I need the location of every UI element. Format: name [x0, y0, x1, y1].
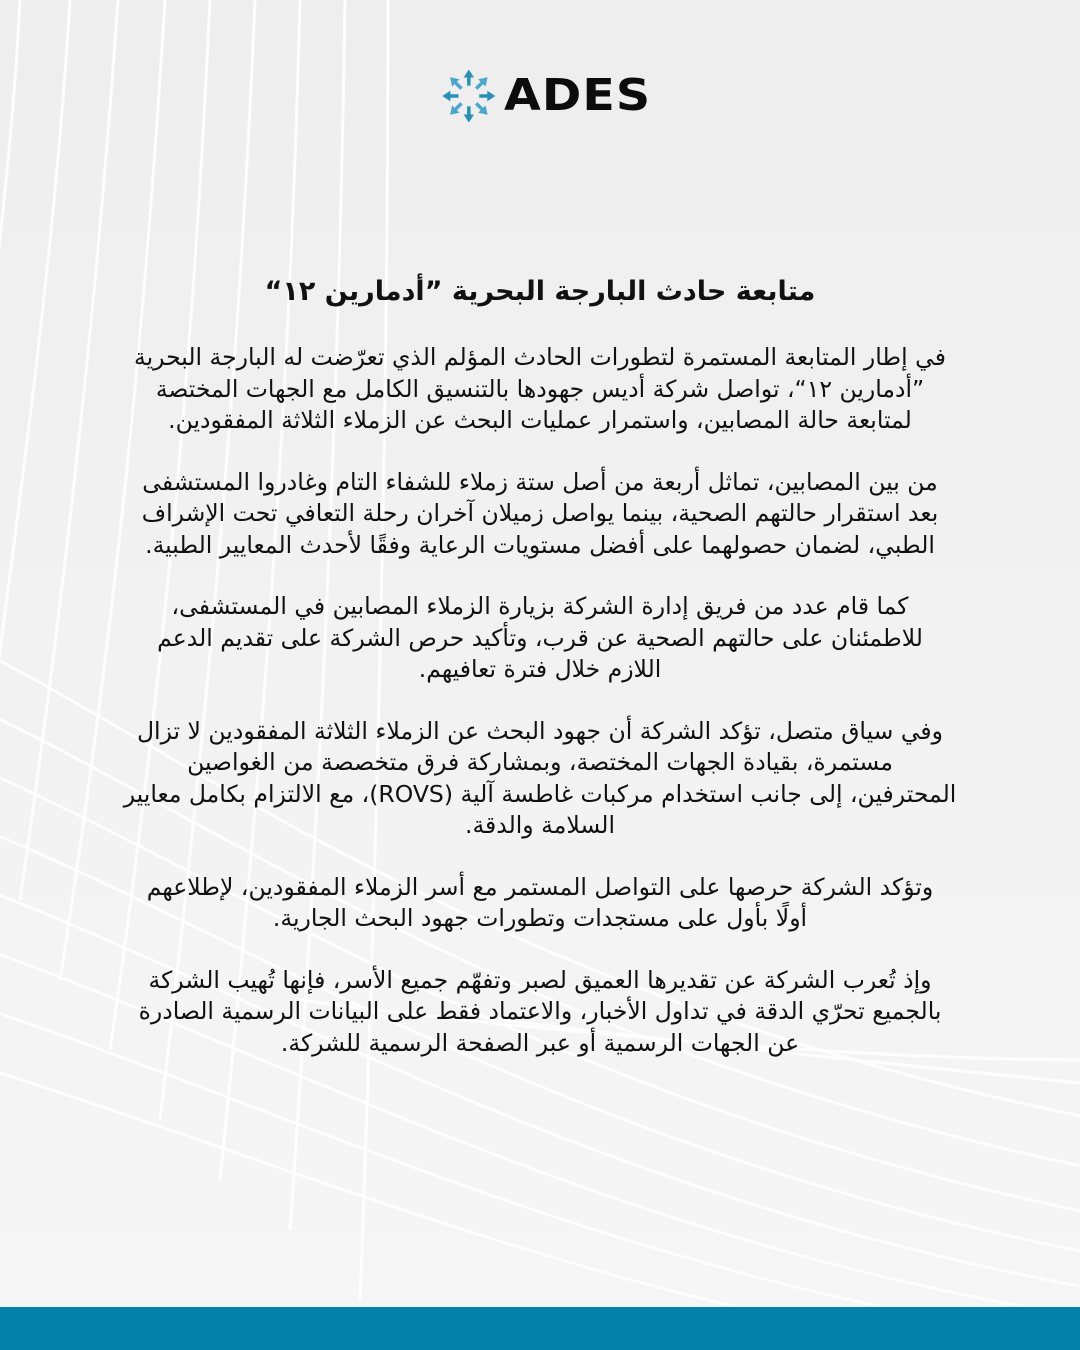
- paragraph-6: [60, 965, 1020, 1060]
- text-line: من بين المصابين، تماثل أربعة من أصل ستة زملاء للشفاء التام وغادروا المستشفى: [142, 467, 938, 496]
- text-line: ”أدمارين ١٢“، تواصل شركة أديس جهودها بالتنسيق الكامل مع الجهات المختصة: [155, 374, 925, 403]
- text-line: السلامة والدقة.: [464, 811, 615, 839]
- paragraph-4: [60, 716, 1020, 842]
- paragraph-1: [60, 342, 1020, 437]
- text-line: كما قام عدد من فريق إدارة الشركة بزيارة الزملاء المصابين في المستشفى،: [171, 592, 909, 620]
- paragraph-2: [60, 467, 1020, 562]
- text-line: وإذ تُعرب الشركة عن تقديرها العميق لصبر وتفهّم جميع الأسر، فإنها تُهيب الشركة: [148, 965, 932, 994]
- text-line: مستمرة، بقيادة الجهات المختصة، وبمشاركة فرق متخصصة من الغواصين: [187, 748, 893, 776]
- paragraph-3: [60, 591, 1020, 686]
- text-line: أولًا بأول على مستجدات وتطورات جهود البحث الجارية.: [272, 904, 808, 932]
- text-line: وفي سياق متصل، تؤكد الشركة أن جهود البحث عن الزملاء الثلاثة المفقودين لا تزال: [136, 716, 944, 745]
- brand-name: ADES: [503, 70, 651, 121]
- paragraph-5: [60, 872, 1020, 935]
- text-line: الطبي، لضمان حصولهما على أفضل مستويات الرعاية وفقًا لأحدث المعايير الطبية.: [145, 530, 935, 559]
- brand-logo: [440, 58, 651, 134]
- text-line: للاطمئنان على حالتهم الصحية عن قرب، وتأكيد حرص الشركة على تقديم الدعم: [157, 623, 923, 652]
- text-line: عن الجهات الرسمية أو عبر الصفحة الرسمية للشركة.: [280, 1028, 800, 1057]
- text-line: بعد استقرار حالتهم الصحية، بينما يواصل زميلان آخران رحلة التعافي تحت الإشراف: [141, 499, 939, 527]
- text-line: اللازم خلال فترة تعافيهم.: [418, 655, 662, 683]
- text-line: في إطار المتابعة المستمرة لتطورات الحادث المؤلم الذي تعرّضت له البارجة البحرية: [134, 343, 946, 371]
- text-line: المحترفين، إلى جانب استخدام مركبات غاطسة آلية (ROVS)، مع الالتزام بكامل معايير: [123, 779, 957, 808]
- text-line: وتؤكد الشركة حرصها على التواصل المستمر مع أسر الزملاء المفقودين، لإطلاعهم: [146, 872, 934, 901]
- document-title: متابعة حادث البارجة البحرية ”أدمارين ١٢“: [264, 276, 816, 307]
- press-release: [60, 272, 1020, 1089]
- ades-star-arrows-logo-icon: [440, 61, 498, 131]
- text-line: لمتابعة حالة المصابين، واستمرار عمليات البحث عن الزملاء الثلاثة المفقودين.: [168, 406, 912, 434]
- text-line: بالجميع تحرّي الدقة في تداول الأخبار، والاعتماد فقط على البيانات الرسمية الصادرة: [138, 997, 942, 1025]
- footer-brand-bar: [0, 1307, 1080, 1350]
